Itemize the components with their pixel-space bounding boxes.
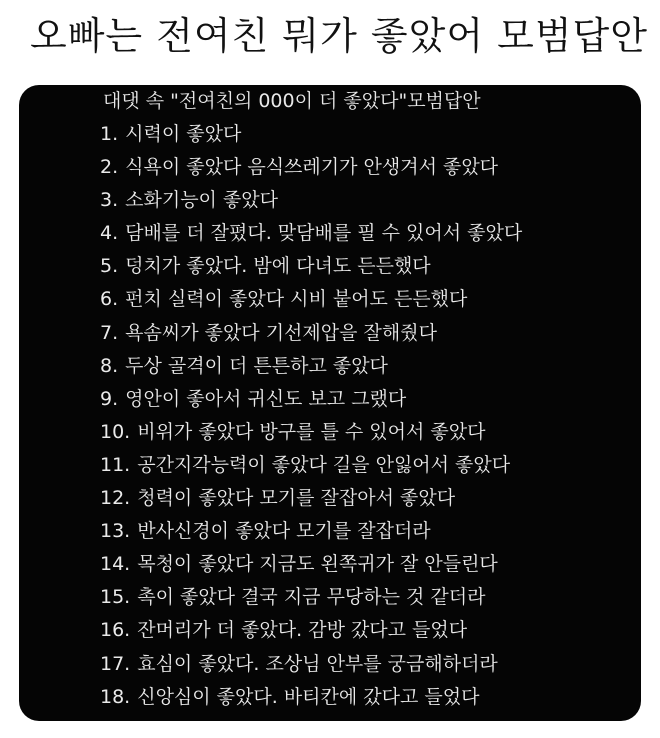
item-text: 효심이 좋았다. 조상님 안부를 궁금해하더라 — [137, 652, 498, 675]
item-text: 소화기능이 좋았다 — [125, 189, 279, 212]
item-number: 17. — [100, 652, 131, 675]
item-number: 2. — [100, 156, 119, 179]
item-text: 청력이 좋았다 모기를 잘잡아서 좋았다 — [137, 487, 456, 510]
list-item — [100, 250, 522, 283]
item-text: 비위가 좋았다 방구를 틀 수 있어서 좋았다 — [137, 420, 486, 443]
item-number: 13. — [100, 520, 131, 543]
list-item — [100, 614, 522, 647]
item-text: 식욕이 좋았다 음식쓰레기가 안생겨서 좋았다 — [125, 156, 499, 179]
item-text: 덩치가 좋았다. 밤에 다녀도 든든했다 — [125, 255, 431, 278]
item-text: 반사신경이 좋았다 모기를 잘잡더라 — [137, 520, 431, 543]
list-item — [100, 416, 522, 449]
item-text: 시력이 좋았다 — [125, 123, 242, 145]
item-number: 14. — [100, 553, 131, 576]
page-title: 오빠는 전여친 뭐가 좋았어 모범답안 — [30, 14, 648, 58]
list-item — [100, 184, 522, 217]
item-text: 잔머리가 더 좋았다. 감방 갔다고 들었다 — [137, 619, 468, 642]
item-text: 담배를 더 잘폈다. 맞담배를 필 수 있어서 좋았다 — [125, 222, 523, 245]
item-text: 두상 골격이 더 튼튼하고 좋았다 — [125, 354, 388, 377]
item-number: 16. — [100, 619, 131, 642]
item-number: 3. — [100, 189, 119, 212]
list-item — [100, 515, 522, 548]
screenshot-card — [19, 85, 641, 721]
item-number: 1. — [100, 123, 119, 145]
list-item — [100, 317, 522, 350]
list-item — [100, 217, 522, 250]
list-item — [100, 350, 522, 383]
item-number: 11. — [100, 453, 131, 476]
item-number: 8. — [100, 354, 119, 377]
list-item — [100, 151, 522, 184]
item-number: 12. — [100, 487, 131, 510]
item-text: 영안이 좋아서 귀신도 보고 그랬다 — [125, 387, 407, 410]
list-item — [100, 118, 522, 151]
list-item — [100, 383, 522, 416]
item-text: 촉이 좋았다 결국 지금 무당하는 것 같더라 — [137, 586, 486, 609]
item-number: 7. — [100, 321, 119, 344]
item-text: 목청이 좋았다 지금도 왼쪽귀가 잘 안들린다 — [137, 553, 498, 576]
card-heading: 대댓 속 "전여친의 000이 더 좋았다"모범답안 — [103, 90, 481, 112]
item-text: 욕솜씨가 좋았다 기선제압을 잘해줬다 — [125, 321, 437, 344]
answer-list — [100, 118, 522, 714]
item-number: 10. — [100, 420, 131, 443]
list-item — [100, 548, 522, 581]
item-text: 신앙심이 좋았다. 바티칸에 갔다고 들었다 — [137, 685, 480, 708]
list-item — [100, 681, 522, 714]
list-item — [100, 449, 522, 482]
list-item — [100, 283, 522, 316]
item-number: 18. — [100, 685, 131, 708]
list-item — [100, 482, 522, 515]
item-number: 5. — [100, 255, 119, 278]
list-item — [100, 648, 522, 681]
item-number: 4. — [100, 222, 119, 245]
item-text: 공간지각능력이 좋았다 길을 안잃어서 좋았다 — [137, 453, 511, 476]
list-item — [100, 581, 522, 614]
item-number: 6. — [100, 288, 119, 311]
item-text: 펀치 실력이 좋았다 시비 붙어도 든든했다 — [125, 288, 468, 311]
item-number: 15. — [100, 586, 131, 609]
item-number: 9. — [100, 387, 119, 410]
